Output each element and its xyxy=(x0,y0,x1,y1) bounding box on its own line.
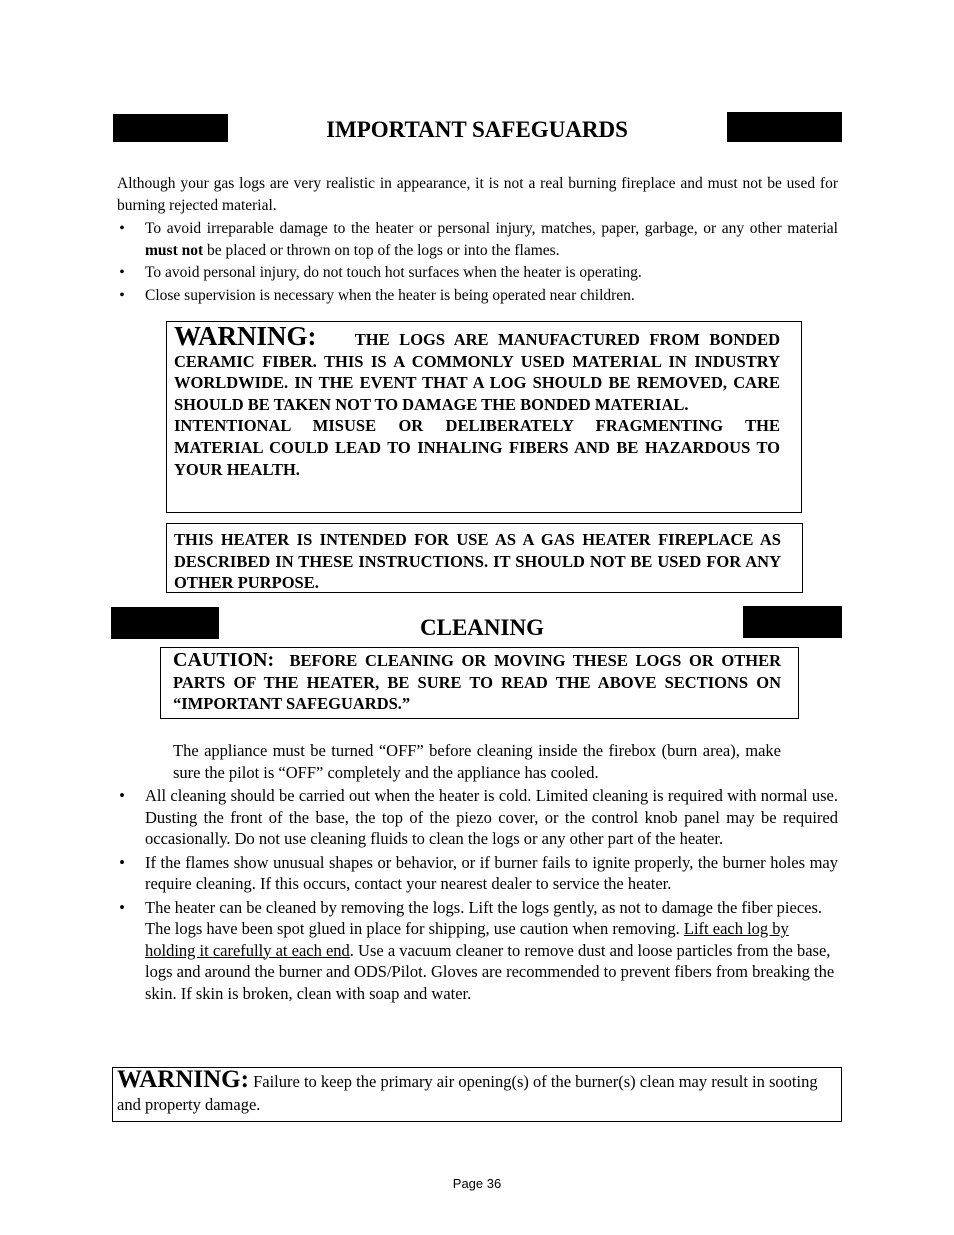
cleaning-intro: The appliance must be turned “OFF” before cleaning inside the firebox (burn area), make sure the pilot is “OFF” completely and the appliance has cooled. xyxy=(173,741,781,782)
warning-body: THE LOGS ARE MANUFACTURED FROM BONDED CERAMIC FIBER. THIS IS A COMMONLY USED MATERIAL IN INDUSTRY WORLDWIDE. IN THE EVENT THAT A LOG SHOULD BE REMOVED, CARE SHOULD BE TAKEN NOT TO DAMAGE THE BONDED MATERIAL. xyxy=(174,330,780,414)
list-item xyxy=(117,852,838,895)
bullet-icon: • xyxy=(119,897,125,917)
warning-text-2: INTENTIONAL MISUSE OR DELIBERATELY FRAGMENTING THE MATERIAL COULD LEAD TO INHALING FIBERS AND BE HAZARDOUS TO YOUR HEALTH. xyxy=(174,416,780,479)
bullet-text: Close supervision is necessary when the heater is being operated near children. xyxy=(145,286,635,304)
section-title-cleaning: CLEANING xyxy=(420,615,544,640)
safeguards-list xyxy=(117,218,838,306)
caution-label: CAUTION: xyxy=(173,649,275,671)
bullet-icon: • xyxy=(119,852,125,872)
page-number: Page 36 xyxy=(452,1176,502,1191)
list-item xyxy=(117,262,838,284)
list-item xyxy=(117,785,838,850)
warning-text xyxy=(174,321,780,415)
list-item xyxy=(117,218,838,261)
warning-box-logs xyxy=(166,321,802,513)
bullet-text: . Use a vacuum cleaner to remove dust and loose particles from the base, logs and around the burner and ODS/Pilot. Gloves are recommended to prevent fibers from breaking the skin. If skin is broken, clean with soap and water. xyxy=(145,940,835,1003)
warning-box-air xyxy=(112,1067,842,1122)
bullet-icon: • xyxy=(119,264,125,281)
caution-box xyxy=(160,647,799,719)
warning-text xyxy=(117,1068,836,1116)
warning-label: WARNING: xyxy=(117,1066,249,1093)
bullet-text: To avoid personal injury, do not touch hot surfaces when the heater is operating. xyxy=(145,264,642,281)
bullet-text: If the flames show unusual shapes or behavior, or if burner fails to ignite properly, the burner holes may require cleaning. If this occurs, contact your nearest dealer to service the heater. xyxy=(145,852,838,893)
caution-body: BEFORE CLEANING OR MOVING THESE LOGS OR OTHER PARTS OF THE HEATER, BE SURE TO READ THE ABOVE SECTIONS ON “IMPORTANT SAFEGUARDS.” xyxy=(173,651,782,714)
safeguards-section xyxy=(117,173,838,306)
bullet-text: be placed or thrown on top of the logs or into the flames. xyxy=(203,241,560,259)
safeguards-intro: Although your gas logs are very realistic in appearance, it is not a real burning fireplace and must not be used for burning rejected material. xyxy=(117,175,838,214)
bullet-emphasis: must not xyxy=(145,241,204,259)
cleaning-list xyxy=(117,785,838,1004)
bullet-text: The heater can be cleaned by removing the logs. Lift the logs gently, as not to damage the fiber pieces. The logs have been spot glued in place for shipping, use caution when removing. xyxy=(145,897,823,938)
caution-text xyxy=(173,650,781,715)
list-item xyxy=(117,285,838,307)
notice-text: THIS HEATER IS INTENDED FOR USE AS A GAS HEATER FIREPLACE AS DESCRIBED IN THESE INSTRUCTIONS. IT SHOULD NOT BE USED FOR ANY OTHER PURPOSE. xyxy=(174,530,781,593)
bullet-icon: • xyxy=(119,786,125,805)
section-title-safeguards: IMPORTANT SAFEGUARDS xyxy=(326,117,628,142)
bullet-icon: • xyxy=(119,286,125,304)
cleaning-section xyxy=(117,785,838,1004)
list-item xyxy=(117,897,838,1005)
bullet-text: All cleaning should be carried out when the heater is cold. Limited cleaning is required with normal use. Dusting the front of the base, the top of the piezo cover, or the control knob panel may be required occasionally. Do not use cleaning fluids to clean the logs or any other part of the heater. xyxy=(145,786,838,848)
notice-box xyxy=(166,523,803,593)
warning-label: WARNING: xyxy=(174,321,317,351)
bullet-icon: • xyxy=(119,220,125,237)
bullet-text: To avoid irreparable damage to the heater or personal injury, matches, paper, garbage, or any other material xyxy=(145,220,838,237)
bullet-underlined: Lift each log by holding it carefully at each end xyxy=(145,919,789,960)
warning-body: Failure to keep the primary air opening(s) of the burner(s) clean may result in sooting and property damage. xyxy=(117,1072,818,1114)
